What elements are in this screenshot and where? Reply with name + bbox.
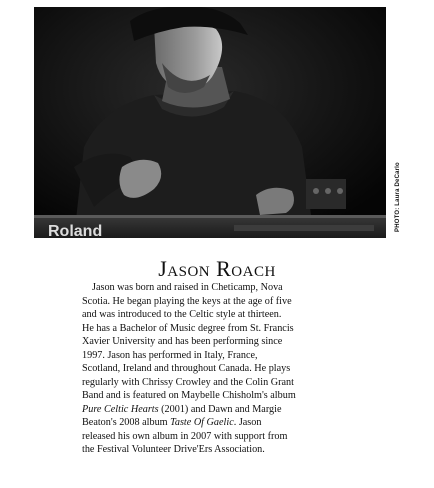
bio-line-text: Beaton's 2008 album [82,417,171,428]
bio-line: Scotland, Ireland and throughout Canada. He plays [82,363,291,374]
photo-credit [388,7,402,238]
bio-line: Xavier University and has been performing since [82,336,283,347]
bio-line: Scotia. He began playing the keys at the age of five [82,295,292,307]
bio-line-text: . Jason [233,417,262,428]
album-title: Taste Of Gaelic [170,417,234,428]
photo-credit-text: PHOTO: Laura DeCarlo [395,162,401,232]
bio-line: the Festival Volunteer Drive'Ers Association. [82,444,265,455]
keyboard-brand-label: Roland [48,223,103,238]
bio-paragraph [82,281,344,457]
article-title: Jason Roach [158,256,276,281]
bio-line [82,416,344,430]
bio-line: Jason was born and raised in Cheticamp, Nova [92,282,283,293]
bio-line: regularly with Chrissy Crowley and the Colin Grant [82,376,294,388]
bio-line [82,403,344,417]
bio-line: 1997. Jason has performed in Italy, France, [82,349,258,361]
album-title: Pure Celtic Hearts [82,403,159,415]
musician-photo [34,7,386,238]
bio-line-text: (2001) and Dawn and Margie [158,403,282,415]
bio-line: He has a Bachelor of Music degree from St. Francis [82,322,294,334]
bio-line: Band and is featured on Maybelle Chisholm's album [82,390,296,401]
bio-line: and was introduced to the Celtic style at thirteen. [82,309,282,320]
bio-line: released his own album in 2007 with support from [82,430,288,442]
